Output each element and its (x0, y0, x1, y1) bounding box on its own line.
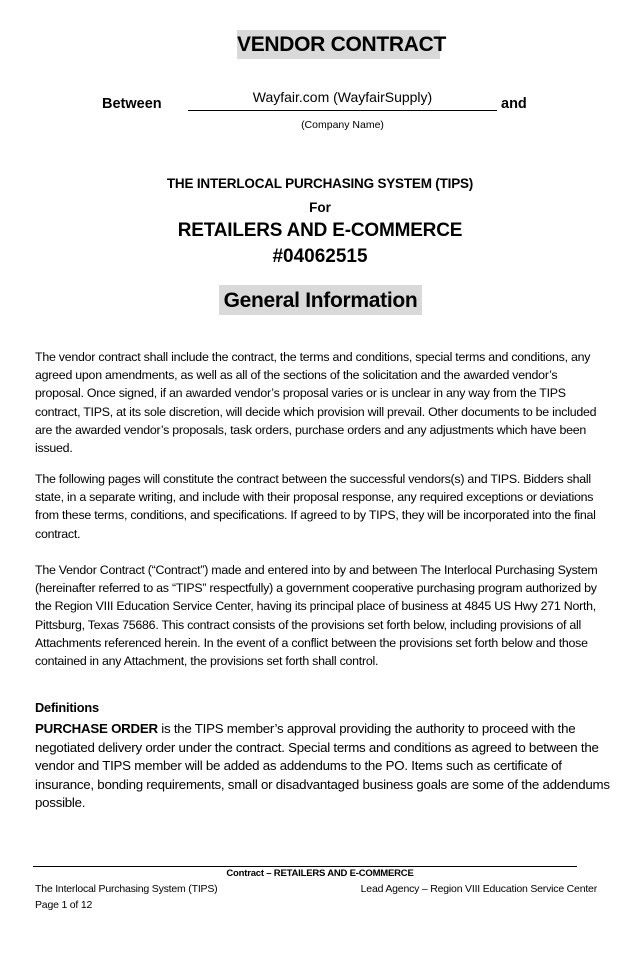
organization-heading: THE INTERLOCAL PURCHASING SYSTEM (TIPS) (166, 176, 474, 191)
footer-lead-agency: Lead Agency – Region VIII Education Service Center (360, 883, 597, 895)
company-name-underline (188, 110, 497, 111)
contract-number: #04062515 (272, 246, 368, 267)
definitions-heading: Definitions (35, 700, 99, 715)
definition-term: PURCHASE ORDER (35, 721, 158, 736)
paragraph-text: The vendor contract shall include the contract, the terms and conditions, special terms and conditions, any agreed upon amendments, as well as all of the sections of the solicitation and the awarded vendor’s proposal. Once signed, if an awarded vendor’s proposal varies or is unclear in any way from the TIPS contract, TIPS, at its sole discretion, will decide which provision will prevail. Other documents to be included are the awarded vendor’s proposals, task orders, purchase orders and any adjustments which have been issued. (35, 350, 597, 456)
page-number: Page 1 of 12 (35, 899, 93, 911)
paragraph-contract-scope (35, 348, 605, 457)
document-title: VENDOR CONTRACT (237, 30, 440, 59)
definition-purchase-order (35, 720, 610, 813)
company-name-field[interactable]: Wayfair.com (WayfairSupply) (252, 89, 433, 105)
paragraph-exceptions (35, 470, 605, 543)
footer-organization: The Interlocal Purchasing System (TIPS) (35, 883, 218, 895)
footer-contract-title: Contract – RETAILERS AND E-COMMERCE (226, 868, 414, 879)
category-heading: RETAILERS AND E-COMMERCE (177, 220, 463, 241)
between-label: Between (102, 96, 162, 112)
section-title: General Information (219, 285, 422, 315)
company-name-caption: (Company Name) (301, 119, 384, 131)
for-label: For (309, 200, 331, 215)
paragraph-text: The following pages will constitute the contract between the successful vendors(s) and TIPS. Bidders shall state, in a separate writing, and include with their proposal response, any required exceptions or deviations from these terms, conditions, and specifications. If agreed to by TIPS, they will be incorporated into the final contract. (35, 472, 596, 541)
and-label: and (501, 96, 527, 112)
definition-text: is the TIPS member’s approval providing the authority to proceed with the negotiated delivery order under the contract. Special terms and conditions as agreed to between the vendor and TIPS member will be added as addendums to the PO. Items such as certificate of insurance, bonding requirements, small or disadvantaged business goals are some of the addendums possible. (35, 721, 610, 811)
paragraph-parties (35, 561, 605, 670)
paragraph-text: The Vendor Contract (“Contract”) made and entered into by and between The Interlocal Purchasing System (hereinafter referred to as “TIPS” respectfully) a government cooperative purchasing program authorized by the Region VIII Education Service Center, having its principal place of business at 4845 US Hwy 271 North, Pittsburg, Texas 75686. This contract consists of the provisions set forth below, including provisions of all Attachments referenced herein. In the event of a conflict between the provisions set forth below and those contained in any Attachment, the provisions set forth shall control. (35, 563, 598, 669)
footer-divider (33, 866, 577, 867)
